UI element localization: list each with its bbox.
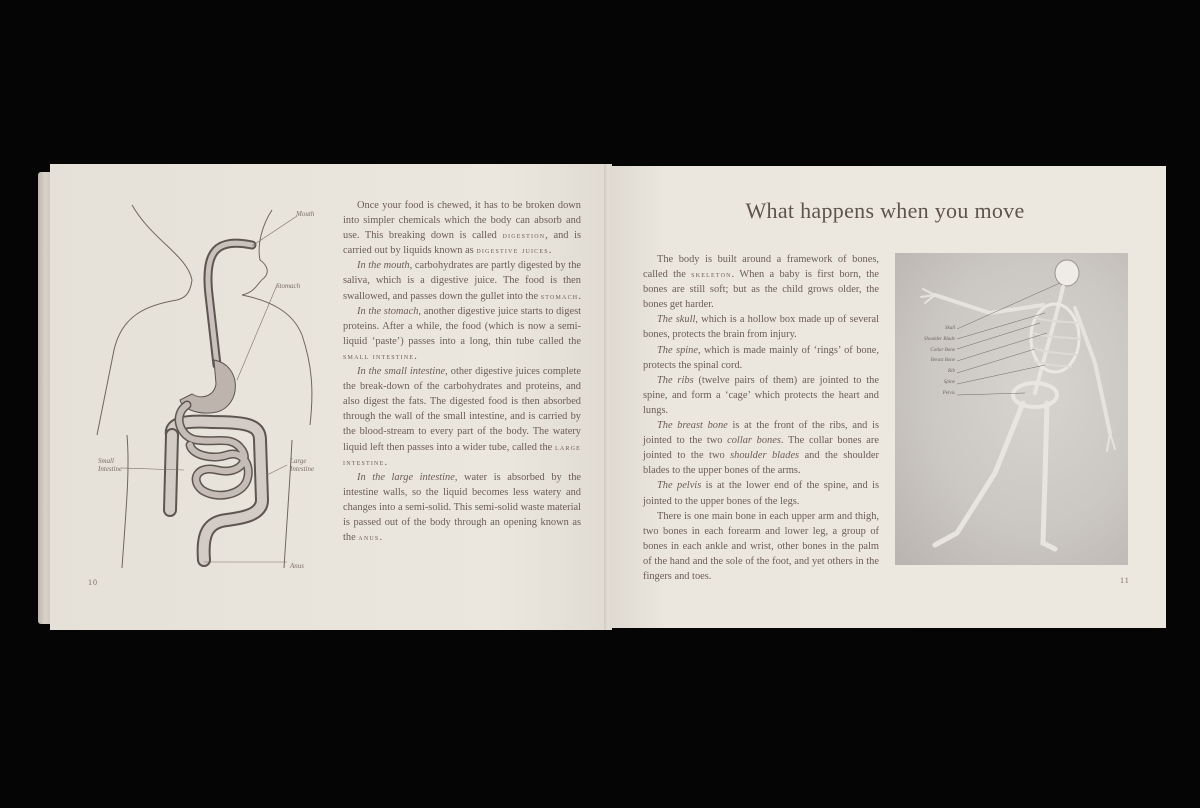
italic-term: The pelvis bbox=[657, 480, 702, 492]
page-title: What happens when you move bbox=[745, 198, 1025, 223]
text-run: , other digestive juices complete the break-down of the carbohydrates and proteins, and also digest the fats. The digested food is then absorbed through the wall of the small intestine, and is carried by the blood-stream to every part of the body. The watery liquid left then passes into a wider tube, called the bbox=[343, 366, 581, 453]
text-run: . bbox=[578, 290, 581, 302]
text-run: , another digestive juice starts to digest proteins. After a while, the food (which is now a semi-liquid ‘paste’) passes into a long, thin tube called the bbox=[343, 305, 581, 347]
italic-term: The breast bone bbox=[657, 420, 728, 432]
label-mouth: Mouth bbox=[296, 210, 315, 218]
left_page-paragraph bbox=[343, 304, 581, 364]
page-number-right: 11 bbox=[1120, 576, 1130, 585]
text-run: , carbohydrates are partly digested by the saliva, which is a digestive juice. The food is then swallowed, and passes down the gullet into the bbox=[343, 260, 581, 302]
label-anus: Anus bbox=[290, 562, 304, 570]
skeleton-label: Spine bbox=[943, 380, 955, 385]
small-caps-term: anus bbox=[358, 532, 380, 543]
text-run: . bbox=[379, 532, 383, 544]
text-run: , which is a hollow box made up of several bones, protects the brain from injury. bbox=[643, 314, 879, 341]
italic-term: In the small intestine bbox=[357, 366, 446, 378]
page-number-left: 10 bbox=[88, 578, 98, 587]
skeleton-label: Skull bbox=[945, 326, 955, 331]
text-run: There is one main bone in each upper arm and thigh, two bones in each forearm and lower leg, a group of bones in each ankle and wrist, other bones in the palm of the hand and the sole of the foot, and yet others in the fingers and toes. bbox=[643, 510, 879, 582]
text-run: . bbox=[548, 245, 552, 257]
left_page-paragraph bbox=[343, 364, 581, 470]
small-caps-term: digestion bbox=[502, 230, 546, 241]
skeleton-label: Breast Bone bbox=[930, 358, 955, 364]
italic-term: In the large intestine bbox=[357, 471, 455, 483]
right_page-paragraph bbox=[643, 252, 879, 312]
text-run: is at the front of the ribs, and is jointed to the two bbox=[643, 420, 880, 447]
text-run: , water is absorbed by the intestine walls, so the liquid becomes less watery and changes into a semi-solid. This semi-solid waste material is passed out of the body through an opening known as the bbox=[343, 471, 582, 544]
italic-term: In the stomach bbox=[357, 305, 419, 317]
italic-term: The skull bbox=[657, 314, 696, 326]
right-page-text bbox=[643, 252, 879, 584]
right_page-paragraph bbox=[643, 509, 879, 584]
text-run: , which is made mainly of ‘rings’ of bone, protects the spinal cord. bbox=[643, 344, 879, 371]
right_page-paragraph bbox=[643, 373, 879, 418]
text-run: The body is built around a framework of bones, called the bbox=[643, 254, 879, 281]
italic-term: The spine bbox=[657, 344, 698, 356]
left_page-paragraph bbox=[343, 258, 581, 303]
italic-term: In the mouth bbox=[357, 260, 410, 272]
text-run: . bbox=[384, 456, 388, 468]
right_page-paragraph bbox=[643, 343, 879, 373]
small-caps-term: skeleton bbox=[691, 269, 732, 280]
label-stomach: Stomach bbox=[276, 282, 301, 290]
skeleton-illustration bbox=[895, 253, 1128, 565]
small-caps-term: digestive juices bbox=[476, 245, 549, 256]
right_page-paragraph bbox=[643, 312, 879, 342]
text-run: . bbox=[414, 350, 417, 362]
italic-term: shoulder blades bbox=[730, 450, 800, 462]
skeleton-label: Pelvis bbox=[942, 390, 955, 396]
text-run: . The collar bones are jointed to the two bbox=[643, 435, 879, 462]
italic-term: The ribs bbox=[657, 374, 694, 386]
right_page-paragraph bbox=[643, 478, 879, 508]
skeleton-label: Shoulder Blade bbox=[924, 336, 955, 342]
skeleton-label: Rib bbox=[948, 369, 955, 375]
small-caps-term: small intestine bbox=[343, 350, 415, 361]
text-run: (twelve pairs of them) are jointed to the spine, and form a ‘cage’ which protects the heart and lungs. bbox=[643, 374, 879, 416]
left_page-paragraph bbox=[343, 470, 581, 545]
text-run: , and is carried out by liquids known as bbox=[343, 230, 581, 257]
text-run: Once your food is chewed, it has to be broken down into simpler chemicals which the body can absorb and use. This breaking down is called bbox=[343, 200, 581, 242]
small-caps-term: large intestine bbox=[343, 441, 581, 467]
label-large-intestine: Large Intestine bbox=[290, 457, 315, 473]
small-caps-term: stomach bbox=[540, 290, 579, 301]
left_page-paragraph bbox=[343, 198, 581, 258]
text-run: . When a baby is first born, the bones are still soft; but as the child grows older, the bones get harder. bbox=[643, 269, 879, 311]
digestive-system-diagram bbox=[92, 200, 332, 580]
label-small-intestine: Small Intestine bbox=[98, 457, 123, 473]
text-run: and the shoulder blades to the upper bones of the arms. bbox=[643, 450, 879, 477]
text-run: is at the lower end of the spine, and is jointed to the upper bones of the legs. bbox=[643, 480, 880, 507]
italic-term: collar bones bbox=[727, 435, 781, 447]
left-page-text bbox=[343, 198, 581, 545]
right_page-paragraph bbox=[643, 418, 879, 478]
skeleton-label: Collar Bone bbox=[930, 347, 955, 353]
